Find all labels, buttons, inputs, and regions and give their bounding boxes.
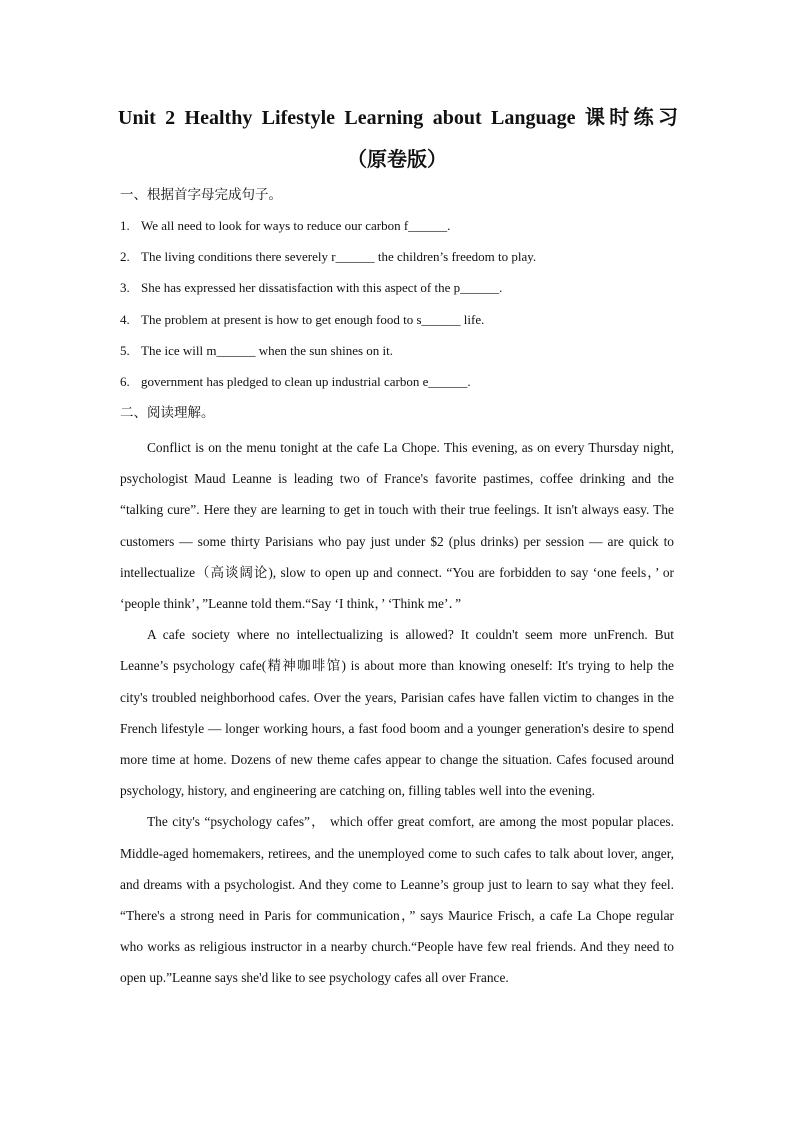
question-text: The living conditions there severely r______ the children’s freedom to play. bbox=[141, 249, 537, 264]
passage-paragraph: The city's “psychology cafes”， which offer great comfort, are among the most popular places. Middle-aged homemakers, retirees, and the unemployed come to such cafes to talk about lover, anger, and dreams with a psychologist. And they come to Leanne’s group just to learn to say what they feel. “There's a strong need in Paris for communication，” says Maurice Frisch, a cafe La Chope regular who works as religious instructor in a nearby church.“People have few real friends. And they need to open up.”Leanne says she'd like to see psychology cafes all over France. bbox=[120, 814, 674, 986]
section-heading-reading: 二、阅读理解。 bbox=[120, 405, 215, 420]
passage-paragraph: A cafe society where no intellectualizing is allowed? It couldn't seem more unFrench. But Leanne’s psychology cafe(精神咖啡馆) is about more than knowing oneself: It's trying to help the city's troubled neighborhood cafes. Over the years, Parisian cafes have fallen victim to changes in the French lifestyle — longer working hours, a fast food boom and a younger generation's desire to spend more time at home. Dozens of new theme cafes appear to change the situation. Cafes focused around psychology, history, and engineering are catching on, filling tables well into the evening. bbox=[120, 627, 674, 799]
question-item bbox=[120, 216, 450, 236]
question-item bbox=[120, 341, 393, 361]
question-number: 5. bbox=[120, 343, 130, 358]
page-subtitle: （原卷版） bbox=[347, 149, 447, 171]
question-number: 6. bbox=[120, 374, 130, 389]
question-number: 1. bbox=[120, 218, 130, 233]
question-item bbox=[120, 372, 471, 392]
question-text: The problem at present is how to get enough food to s______ life. bbox=[141, 312, 485, 327]
question-number: 4. bbox=[120, 312, 130, 327]
question-number: 2. bbox=[120, 249, 130, 264]
passage-paragraph: Conflict is on the menu tonight at the cafe La Chope. This evening, as on every Thursday night, psychologist Maud Leanne is leading two of France's favorite pastimes, coffee drinking and the “talking cure”. Here they are learning to get in touch with their true feelings. It isn't always easy. The customers — some thirty Parisians who pay just under $2 (plus drinks) per session — are quick to intellectualize（高谈阔论), slow to open up and connect. “You are forbidden to say ‘one feels，’ or ‘people think’，”Leanne told them.“Say ‘I think，’ ‘Think me’．” bbox=[120, 440, 674, 612]
question-text: We all need to look for ways to reduce our carbon f______. bbox=[141, 218, 451, 233]
question-text: The ice will m______ when the sun shines on it. bbox=[141, 343, 394, 358]
question-item bbox=[120, 247, 536, 267]
question-text: She has expressed her dissatisfaction with this aspect of the p______. bbox=[141, 280, 503, 295]
section-heading-cloze: 一、根据首字母完成句子。 bbox=[120, 187, 282, 202]
question-item bbox=[120, 310, 484, 330]
question-number: 3. bbox=[120, 280, 130, 295]
reading-passage bbox=[120, 432, 674, 994]
question-text: government has pledged to clean up industrial carbon e______. bbox=[141, 374, 471, 389]
page-title: Unit 2 Healthy Lifestyle Learning about Language 课时练习 bbox=[118, 107, 678, 129]
question-item bbox=[120, 278, 502, 298]
